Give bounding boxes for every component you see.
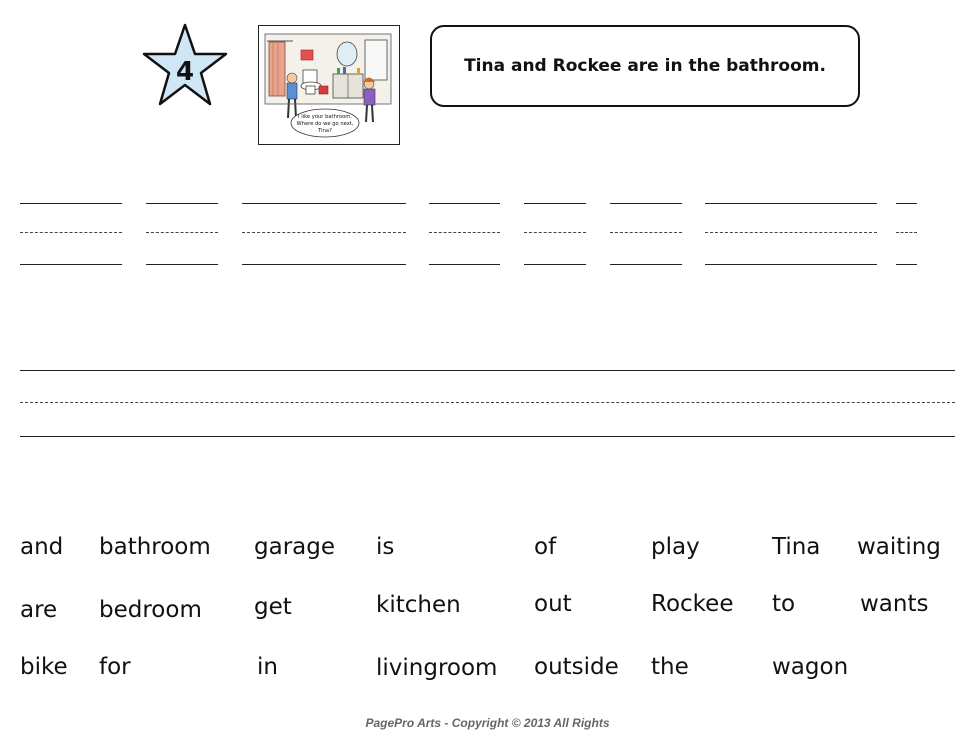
bubble-line-1: I like your bathroom. xyxy=(298,114,352,120)
word-bank-item: bike xyxy=(20,654,68,680)
word-bank-item: of xyxy=(534,534,557,560)
word-bank-item: in xyxy=(257,654,278,680)
word-slot-3[interactable] xyxy=(242,203,406,275)
word-bank-item: the xyxy=(651,654,689,680)
word-slot-6[interactable] xyxy=(610,203,682,275)
word-slot-1[interactable] xyxy=(20,203,122,275)
word-bank-item: play xyxy=(651,534,700,560)
word-bank-item: to xyxy=(772,591,796,617)
word-bank-item: livingroom xyxy=(376,655,498,681)
word-slot-8[interactable] xyxy=(896,203,917,275)
word-bank-item: for xyxy=(99,654,131,680)
word-bank-item: and xyxy=(20,534,64,560)
word-bank-item: is xyxy=(376,534,395,560)
word-bank-item: bedroom xyxy=(99,597,202,623)
bubble-line-3: Tina? xyxy=(318,128,332,134)
copyright-footer: PagePro Arts - Copyright © 2013 All Rights xyxy=(365,716,610,730)
sentence-text: Tina and Rockee are in the bathroom. xyxy=(464,56,826,76)
word-slot-2[interactable] xyxy=(146,203,218,275)
word-bank-item: kitchen xyxy=(376,592,461,618)
bubble-line-2: Where do we go next, xyxy=(296,121,354,127)
bathroom-scene-icon xyxy=(259,26,398,143)
word-slot-7[interactable] xyxy=(705,203,877,275)
word-bank-item: are xyxy=(20,597,58,623)
word-bank-item: Rockee xyxy=(651,591,734,617)
word-bank-item: garage xyxy=(254,534,335,560)
page-number: 4 xyxy=(175,57,195,87)
word-slot-4[interactable] xyxy=(429,203,500,275)
word-bank-item: get xyxy=(254,594,292,620)
word-bank-item: wagon xyxy=(772,654,849,680)
bathroom-illustration xyxy=(258,25,400,145)
word-bank-item: wants xyxy=(860,591,929,617)
word-slot-5[interactable] xyxy=(524,203,586,275)
word-bank-item: bathroom xyxy=(99,534,211,560)
word-bank-item: out xyxy=(534,591,572,617)
sentence-box xyxy=(430,25,860,107)
word-bank-item: waiting xyxy=(857,534,941,560)
number-star-badge xyxy=(141,22,229,108)
word-bank-item: outside xyxy=(534,654,619,680)
word-bank-item: Tina xyxy=(772,534,821,560)
